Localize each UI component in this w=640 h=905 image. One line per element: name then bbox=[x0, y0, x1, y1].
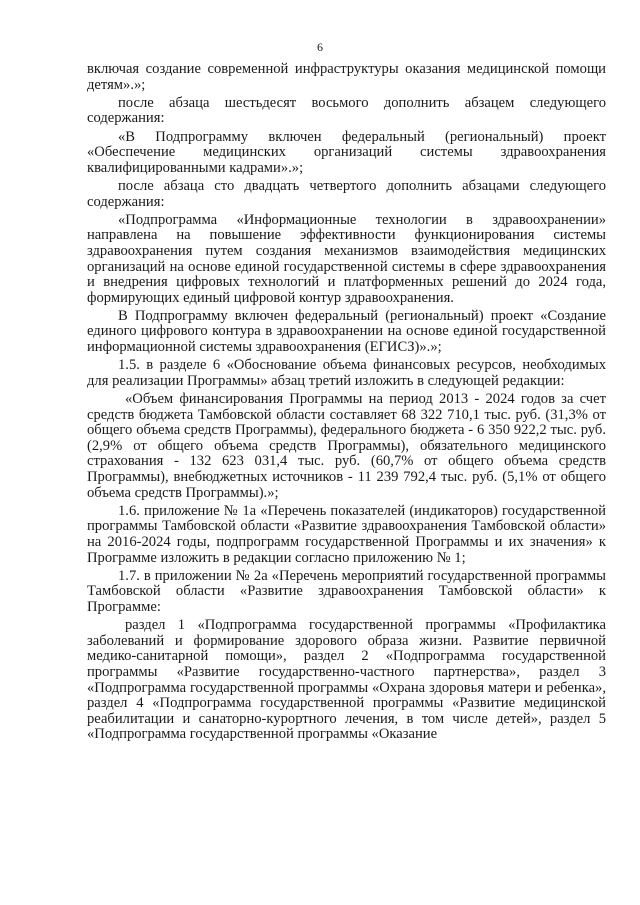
paragraph-1: включая создание современной инфраструктуры оказания медицинской помощи детям».»; bbox=[87, 61, 606, 93]
paragraph-7: 1.5. в разделе 6 «Обоснование объема финансовых ресурсов, необходимых для реализации Программы» абзац третий изложить в следующей редакции: bbox=[87, 357, 606, 389]
paragraph-8: «Объем финансирования Программы на период 2013 - 2024 годов за счет средств бюджета Тамбовской области составляет 68 322 710,1 тыс. руб. (31,3% от общего объема средств Программы), федерального бюджета - 6 350 922,2 тыс. руб. (2,9% от общего объема средств Программы), обязательного медицинского страхования - 132 623 031,4 тыс. руб. (60,7% от общего объема средств Программы), внебюджетных источников - 11 239 792,4 тыс. руб. (5,1% от общего объема средств Программы).»; bbox=[87, 391, 606, 501]
paragraph-10: 1.7. в приложении № 2а «Перечень мероприятий государственной программы Тамбовской области «Развитие здравоохранения Тамбовской области» к Программе: bbox=[87, 567, 606, 615]
paragraph-4: после абзаца сто двадцать четвертого дополнить абзацами следующего содержания: bbox=[87, 177, 606, 210]
paragraph-9: 1.6. приложение № 1а «Перечень показателей (индикаторов) государственной программы Тамбовской области «Развитие здравоохранения Тамбовской области» на 2016-2024 годы, подпрограмм государственной Программы и их значения» к Программе изложить в редакции согласно приложению № 1; bbox=[87, 502, 606, 566]
paragraph-5: «Подпрограмма «Информационные технологии в здравоохранении» направлена на повышение эффективности функционирования системы здравоохранения путем создания механизмов взаимодействия медицинских организаций на основе единой государственной системы в сфере здравоохранения и внедрения цифровых технологий и платформенных решений до 2024 года, формирующих единый цифровой контур здравоохранения. bbox=[87, 211, 606, 306]
paragraph-6: В Подпрограмму включен федеральный (региональный) проект «Создание единого цифрового контура в здравоохранении на основе единой государственной информационной системы здравоохранения (ЕГИСЗ)».»; bbox=[87, 307, 606, 356]
page-number: 6 bbox=[317, 40, 323, 54]
paragraph-2: после абзаца шестьдесят восьмого дополнить абзацем следующего содержания: bbox=[87, 94, 606, 127]
paragraph-3: «В Подпрограмму включен федеральный (региональный) проект «Обеспечение медицинских организаций системы здравоохранения квалифицированными кадрами».»; bbox=[87, 128, 606, 176]
paragraph-11: раздел 1 «Подпрограмма государственной программы «Профилактика заболеваний и формирование здорового образа жизни. Развитие первичной медико-санитарной помощи», раздел 2 «Подпрограмма государственной программы «Развитие государственно-частного партнерства», раздел 3 «Подпрограмма государственной программы «Охрана здоровья матери и ребенка», раздел 4 «Подпрограмма государственной программы «Развитие медицинской реабилитации и санаторно-курортного лечения, в том числе детей», раздел 5 «Подпрограмма государственной программы «Оказание bbox=[87, 617, 606, 743]
document-body bbox=[87, 62, 606, 745]
